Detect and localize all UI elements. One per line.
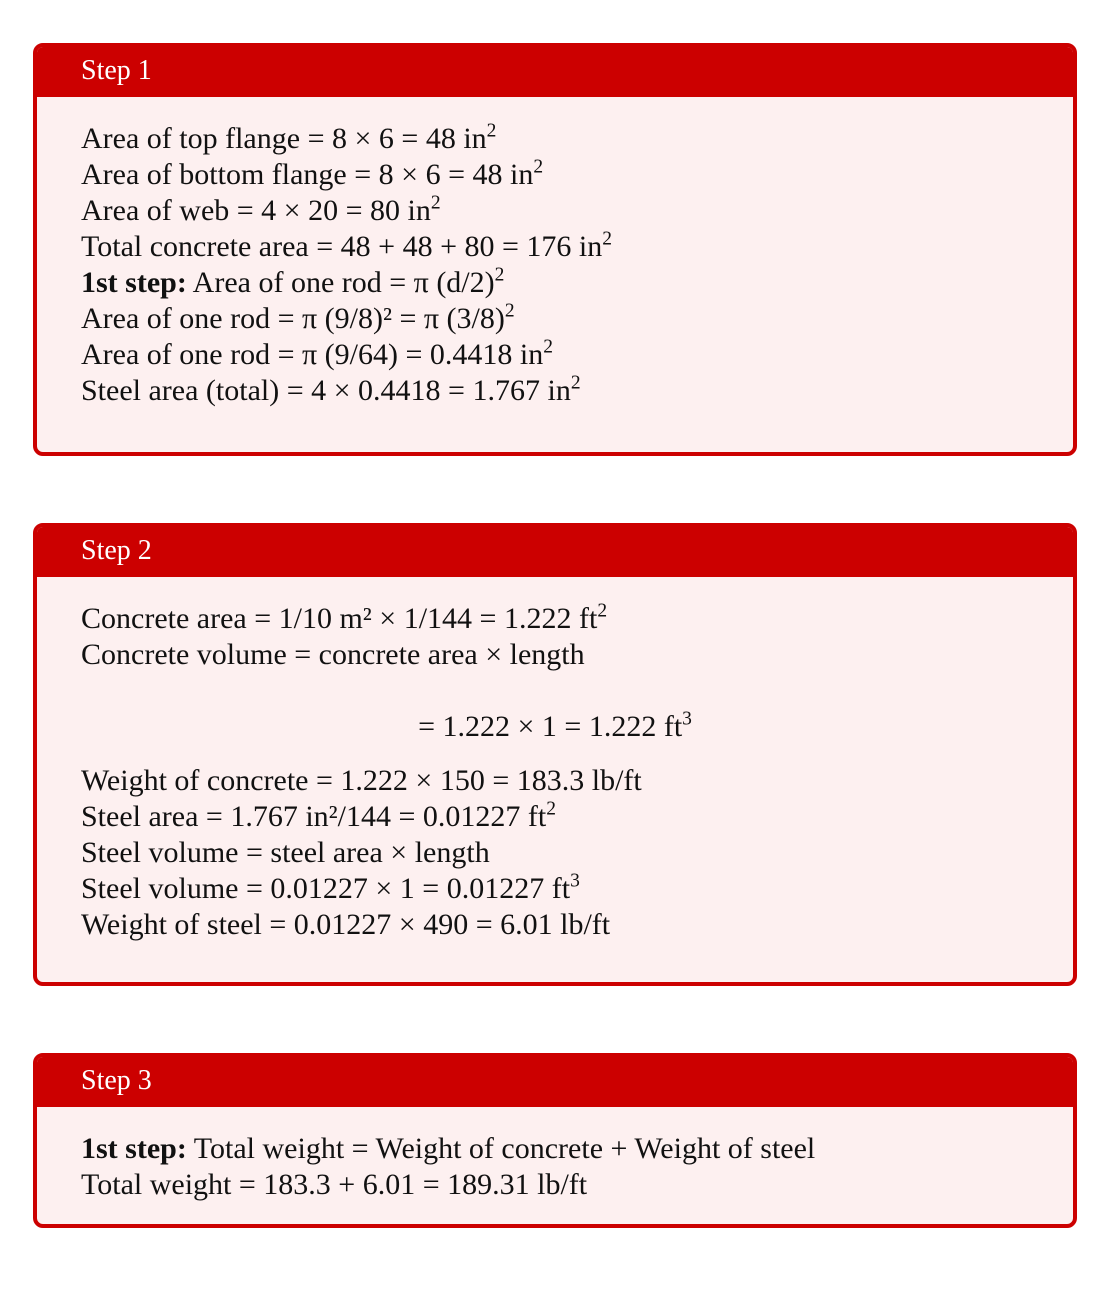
step-3-box	[33, 1053, 1077, 1228]
step-2-line-8: Weight of steel = 0.01227 × 490 = 6.01 lb/ft	[81, 908, 611, 941]
step-2-title: Step 2	[37, 527, 1073, 577]
step-2-body	[37, 577, 1073, 943]
step-2-line-6: Steel volume = steel area × length	[81, 836, 490, 869]
step-1-line-5: 1st step: Area of one rod = π $(d/2)^2$	[81, 264, 505, 299]
step-1-line-4: Total concrete area = 48 + 48 + 80 = 176 $in^2$	[81, 228, 612, 263]
step-1-box	[33, 43, 1077, 456]
step-1-line-1: Area of top flange = 8 × 6 = 48 $in^2$	[81, 120, 497, 155]
step-2-box	[33, 523, 1077, 986]
step-1-line-2: Area of bottom flange = 8 × 6 = 48 $in^2$	[81, 156, 544, 191]
step-1-line-3: Area of web = 4 × 20 = 80 $in^2$	[81, 192, 441, 227]
step-2-line-3: = 1.222 × 1 = 1.222 $ft^3$	[418, 708, 692, 743]
step-1-title: Step 1	[37, 47, 1073, 97]
step-1-line-8: Steel area (total) = 4 × 0.4418 = 1.767 $in^2$	[81, 372, 581, 407]
step-1-line-6: Area of one rod = π (9/8)² = π $(3/8)^2$	[81, 300, 515, 335]
step-3-line-2: Total weight = 183.3 + 6.01 = 189.31 lb/ft	[81, 1168, 588, 1201]
step-3-body	[37, 1107, 1073, 1203]
step-2-line-7: Steel volume = 0.01227 × 1 = 0.01227 $ft^3$	[81, 870, 580, 905]
step-2-line-2: Concrete volume = concrete area × length	[81, 638, 585, 671]
step-2-line-5: Steel area = 1.767 in²/144 = 0.01227 $ft^2$	[81, 798, 556, 833]
step-1-line-7: Area of one rod = π (9/64) = 0.4418 $in^2$	[81, 336, 553, 371]
step-2-line-4: Weight of concrete = 1.222 × 150 = 183.3 lb/ft	[81, 764, 642, 797]
step-1-body	[37, 97, 1073, 409]
step-3-line-1: 1st step: Total weight = Weight of concrete + Weight of steel	[81, 1132, 816, 1165]
step-2-line-1: Concrete area = 1/10 m² × 1/144 = 1.222 $ft^2$	[81, 600, 608, 635]
step-3-title: Step 3	[37, 1057, 1073, 1107]
